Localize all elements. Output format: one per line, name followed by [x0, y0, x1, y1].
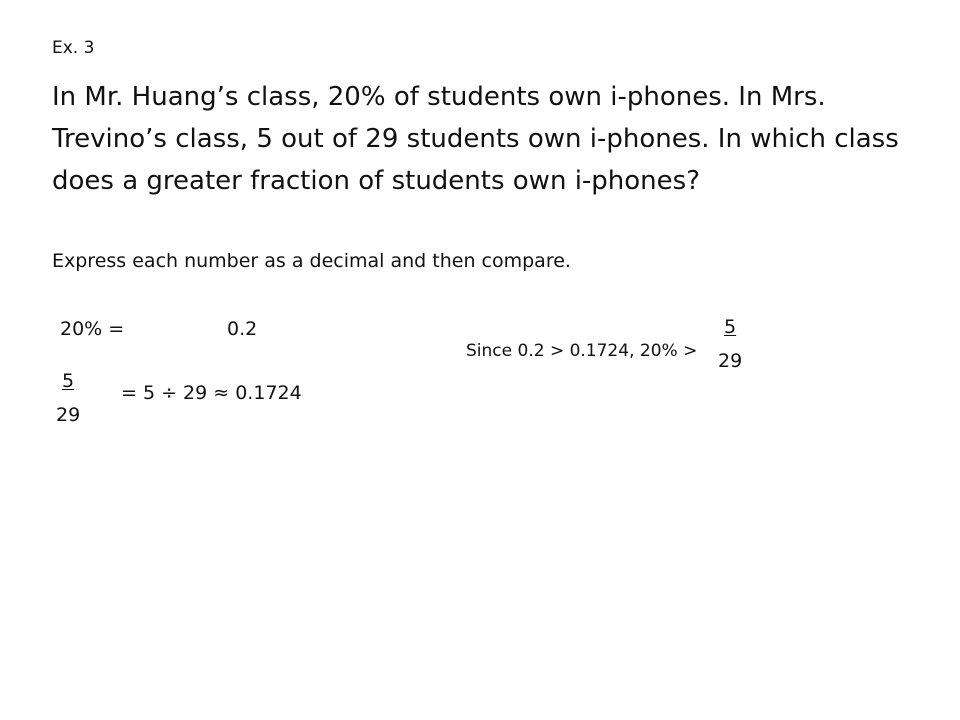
conclusion-fraction: [718, 316, 742, 372]
fraction-numerator: 5: [62, 370, 75, 392]
example-label: Ex. 3: [52, 38, 95, 58]
percent-decimal-value: 0.2: [227, 318, 258, 340]
division-computation: = 5 ÷ 29 ≈ 0.1724: [121, 382, 302, 404]
problem-statement: In Mr. Huang’s class, 20% of students own i-phones. In Mrs. Trevino’s class, 5 out of 29 students own i-phones. In which class does a greater fraction of students own i-phones?: [52, 82, 899, 196]
conclusion-fraction-numerator: 5: [724, 316, 737, 338]
percent-label: 20% =: [60, 318, 125, 340]
fraction-denominator: 29: [56, 404, 81, 426]
conclusion-fraction-denominator: 29: [718, 350, 743, 372]
instruction-text: Express each number as a decimal and then compare.: [52, 250, 571, 272]
conclusion-text: Since 0.2 > 0.1724, 20% >: [466, 341, 698, 361]
fraction-five-twenty-nine: [56, 370, 80, 426]
